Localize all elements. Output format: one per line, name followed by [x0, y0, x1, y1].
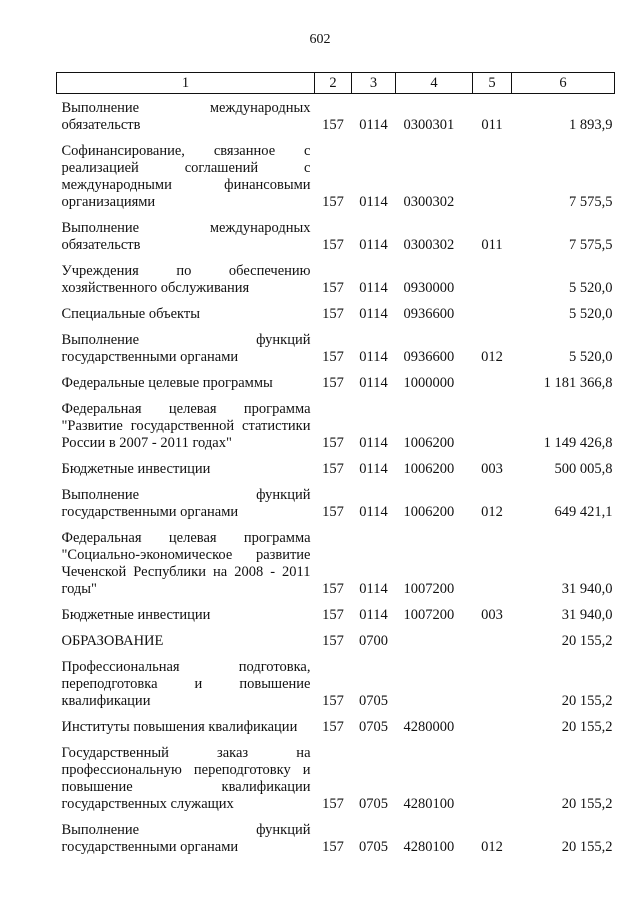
table-header [57, 73, 615, 94]
row-amount: 7 575,5 [569, 194, 613, 210]
row-name: Софинансирование, связанное с реализацией соглашений с международными финансовыми организациями [61, 143, 311, 210]
row-expense-type-code [473, 524, 512, 601]
row-amount: 5 520,0 [569, 349, 613, 365]
row-amount: 1 149 426,8 [543, 435, 613, 451]
row-section-code: 0114 [359, 280, 388, 296]
row-name: Выполнение международных обязательств [61, 100, 311, 133]
row-amount: 20 155,2 [561, 693, 613, 709]
row-section-code: 0114 [359, 375, 388, 391]
row-amount: 500 005,8 [554, 461, 613, 477]
table-row [57, 94, 615, 138]
table-row [57, 627, 615, 653]
table-row [57, 395, 615, 455]
row-target-code: 1000000 [403, 375, 455, 391]
row-name: Выполнение международных обязательств [61, 220, 311, 253]
table-row [57, 326, 615, 369]
row-ministry-code: 157 [322, 839, 344, 855]
row-name: Федеральные целевые программы [61, 375, 273, 391]
row-amount: 20 155,2 [561, 719, 613, 735]
row-target-code: 4280000 [403, 719, 455, 735]
row-section-code: 0114 [359, 349, 388, 365]
row-ministry-code: 157 [322, 461, 344, 477]
row-ministry-code: 157 [322, 237, 344, 253]
row-ministry-code: 157 [322, 375, 344, 391]
row-name: Выполнение функций государственными органами [61, 332, 311, 365]
row-section-code: 0114 [359, 461, 388, 477]
header-row [57, 73, 615, 94]
row-name: Учреждения по обеспечению хозяйственного обслуживания [61, 263, 311, 296]
row-target-code: 1007200 [403, 607, 455, 623]
row-section-code: 0114 [359, 306, 388, 322]
row-expense-type-code [473, 653, 512, 713]
row-amount: 31 940,0 [561, 607, 613, 623]
row-name: ОБРАЗОВАНИЕ [61, 633, 164, 649]
row-amount: 20 155,2 [561, 839, 613, 855]
table-row [57, 300, 615, 326]
page-number: 602 [309, 32, 331, 47]
table-row [57, 214, 615, 257]
row-section-code: 0114 [359, 581, 388, 597]
row-target-code: 4280100 [403, 839, 455, 855]
table-body [57, 94, 615, 860]
table-row [57, 455, 615, 481]
row-amount: 1 181 366,8 [543, 375, 613, 391]
row-name: Специальные объекты [61, 306, 200, 322]
table-row [57, 481, 615, 524]
row-ministry-code: 157 [322, 796, 344, 812]
row-expense-type-code [473, 300, 512, 326]
row-section-code: 0114 [359, 194, 388, 210]
row-amount: 5 520,0 [569, 306, 613, 322]
row-name: Выполнение функций государственными органами [61, 487, 311, 520]
row-target-code: 1007200 [403, 581, 455, 597]
row-expense-type-code [473, 257, 512, 300]
row-amount: 1 893,9 [569, 117, 613, 133]
row-section-code: 0114 [359, 117, 388, 133]
row-ministry-code: 157 [322, 280, 344, 296]
row-target-code: 0930000 [403, 280, 455, 296]
row-target-code: 0936600 [403, 306, 455, 322]
row-target-code: 4280100 [403, 796, 455, 812]
row-target-code: 1006200 [403, 504, 455, 520]
table-row [57, 739, 615, 816]
table-row [57, 369, 615, 395]
row-expense-type-code [473, 739, 512, 816]
table-row [57, 816, 615, 859]
row-ministry-code: 157 [322, 581, 344, 597]
row-target-code [396, 653, 473, 713]
row-target-code: 1006200 [403, 435, 455, 451]
row-expense-type-code: 003 [481, 607, 503, 623]
row-name: Выполнение функций государственными органами [61, 822, 311, 855]
row-name: Государственный заказ на профессиональную переподготовку и повышение квалификации государственных служащих [61, 745, 311, 812]
row-amount: 20 155,2 [561, 796, 613, 812]
row-expense-type-code: 011 [481, 117, 503, 133]
header-col-6: 6 [512, 73, 615, 94]
row-section-code: 0114 [359, 607, 388, 623]
header-col-2: 2 [315, 73, 352, 94]
row-expense-type-code: 012 [481, 349, 503, 365]
row-expense-type-code: 012 [481, 839, 503, 855]
row-ministry-code: 157 [322, 117, 344, 133]
row-amount: 31 940,0 [561, 581, 613, 597]
row-section-code: 0700 [359, 633, 388, 649]
row-name: Профессиональная подготовка, переподготовка и повышение квалификации [61, 659, 311, 709]
row-ministry-code: 157 [322, 194, 344, 210]
row-target-code: 0300302 [403, 237, 455, 253]
row-expense-type-code [473, 713, 512, 739]
header-col-3: 3 [352, 73, 396, 94]
row-section-code: 0114 [359, 435, 388, 451]
row-name: Бюджетные инвестиции [61, 461, 211, 477]
row-ministry-code: 157 [322, 607, 344, 623]
row-ministry-code: 157 [322, 504, 344, 520]
row-section-code: 0114 [359, 504, 388, 520]
row-ministry-code: 157 [322, 719, 344, 735]
row-ministry-code: 157 [322, 306, 344, 322]
row-expense-type-code: 003 [481, 461, 503, 477]
header-col-4: 4 [396, 73, 473, 94]
row-section-code: 0705 [359, 693, 388, 709]
row-target-code [396, 627, 473, 653]
row-section-code: 0705 [359, 719, 388, 735]
row-name: Федеральная целевая программа "Развитие государственной статистики России в 2007 - 2011 годах" [61, 401, 311, 451]
table-row [57, 601, 615, 627]
row-name: Федеральная целевая программа "Социально-экономическое развитие Чеченской Республики на 2008 - 2011 годы" [61, 530, 311, 597]
table-row [57, 524, 615, 601]
row-target-code: 1006200 [403, 461, 455, 477]
row-section-code: 0114 [359, 237, 388, 253]
table-row [57, 137, 615, 214]
row-section-code: 0705 [359, 796, 388, 812]
row-amount: 649 421,1 [554, 504, 613, 520]
row-target-code: 0936600 [403, 349, 455, 365]
row-amount: 5 520,0 [569, 280, 613, 296]
row-ministry-code: 157 [322, 349, 344, 365]
row-expense-type-code [473, 395, 512, 455]
row-target-code: 0300302 [403, 194, 455, 210]
row-target-code: 0300301 [403, 117, 455, 133]
header-col-5: 5 [473, 73, 512, 94]
row-amount: 20 155,2 [561, 633, 613, 649]
row-expense-type-code [473, 369, 512, 395]
row-name: Институты повышения квалификации [61, 719, 298, 735]
row-amount: 7 575,5 [569, 237, 613, 253]
row-expense-type-code: 012 [481, 504, 503, 520]
row-section-code: 0705 [359, 839, 388, 855]
row-ministry-code: 157 [322, 693, 344, 709]
header-col-1: 1 [57, 73, 315, 94]
row-ministry-code: 157 [322, 435, 344, 451]
row-ministry-code: 157 [322, 633, 344, 649]
row-expense-type-code [473, 627, 512, 653]
row-expense-type-code: 011 [481, 237, 503, 253]
table-row [57, 653, 615, 713]
budget-table [56, 72, 615, 859]
table-row [57, 257, 615, 300]
row-name: Бюджетные инвестиции [61, 607, 211, 623]
row-expense-type-code [473, 137, 512, 214]
table-row [57, 713, 615, 739]
